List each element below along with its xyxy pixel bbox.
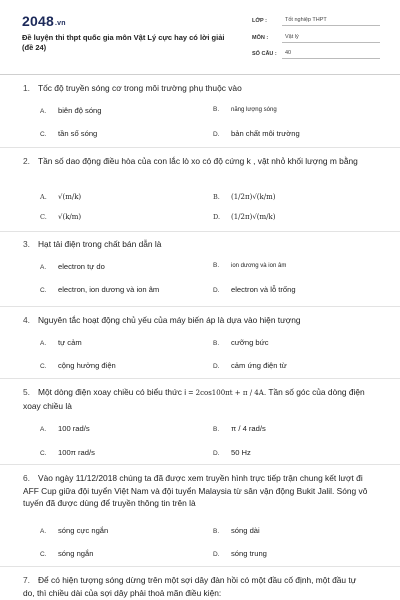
- option-a[interactable]: A. sóng cực ngắn: [40, 526, 109, 535]
- option-a[interactable]: A. tự cảm: [40, 338, 82, 347]
- question-text: 3. Hạt tải điện trong chất bán dẫn là: [23, 239, 162, 249]
- option-b[interactable]: B. ion dương và ion âm: [213, 262, 287, 269]
- document-meta: [252, 12, 380, 62]
- option-c[interactable]: C. √(k/m): [40, 213, 82, 221]
- question-text: 6. Vào ngày 11/12/2018 chúng ta đã được xem truyền hình trực tiếp trận chung kết lượt đi AFF Cup giữa đội tuyển Việt Nam và đội tuyển Malaysia từ sân vận động Bukit Jalil. Sóng vô tuyến đã được dùng để truyền thông tin trên là: [23, 473, 368, 508]
- divider: [0, 566, 400, 567]
- divider: [0, 147, 400, 148]
- meta-class: LỚP : Tốt nghiệp THPT: [252, 12, 380, 26]
- option-b[interactable]: B. sóng dài: [213, 526, 260, 535]
- option-a[interactable]: A. 100 rad/s: [40, 424, 90, 433]
- document-title: Đề luyện thi thpt quốc gia môn Vật Lý cực hay có lời giải (đề 24): [22, 33, 225, 52]
- divider: [0, 231, 400, 232]
- option-b[interactable]: B. (1/2π)√(k/m): [213, 193, 276, 201]
- question-text: 4. Nguyên tắc hoạt động chủ yếu của máy biến áp là dựa vào hiện tượng: [23, 315, 301, 325]
- option-b[interactable]: B. π / 4 rad/s: [213, 424, 266, 433]
- site-logo[interactable]: 2048.vn: [22, 13, 66, 29]
- question-text: 1. Tốc độ truyền sóng cơ trong môi trường phụ thuộc vào: [23, 83, 242, 93]
- meta-question-count: SỐ CÂU : 40: [252, 45, 380, 59]
- option-c[interactable]: C. 100π rad/s: [40, 448, 95, 457]
- question-text: 7. Để có hiện tượng sóng dừng trên một sợi dây đàn hồi có một đầu cố định, một đầu tự do, thì chiều dài của sợi dây phải thoả mãn điều kiện:: [23, 575, 357, 598]
- divider: [0, 464, 400, 465]
- option-c[interactable]: C. sóng ngắn: [40, 549, 94, 558]
- meta-subject: MÔN : Vật lý: [252, 29, 380, 43]
- option-d[interactable]: D. bản chất môi trường: [213, 129, 300, 138]
- current-expression: 2cos100πt + π / 4A: [195, 389, 264, 397]
- option-d[interactable]: D. cảm ứng điện từ: [213, 361, 287, 370]
- divider: [0, 378, 400, 379]
- page-header: [0, 0, 400, 75]
- option-b[interactable]: B. cưỡng bức: [213, 338, 269, 347]
- option-a[interactable]: A. electron tự do: [40, 262, 105, 271]
- option-d[interactable]: D. 50 Hz: [213, 448, 251, 457]
- option-d[interactable]: D. sóng trung: [213, 549, 267, 558]
- option-c[interactable]: C. electron, ion dương và ion âm: [40, 285, 160, 294]
- question-text: 5. Một dòng điện xoay chiều có biểu thức i = 2cos100πt + π / 4A. Tần số góc của dòng điện xoay chiều là: [23, 387, 365, 411]
- divider: [0, 306, 400, 307]
- option-d[interactable]: D. electron và lỗ trống: [213, 285, 296, 294]
- option-c[interactable]: C. tần số sóng: [40, 129, 98, 138]
- option-a[interactable]: A. biên độ sóng: [40, 106, 102, 115]
- option-c[interactable]: C. cộng hưởng điện: [40, 361, 116, 370]
- option-b[interactable]: B. năng lượng sóng: [213, 106, 277, 113]
- option-a[interactable]: A. √(m/k): [40, 193, 82, 201]
- question-text: 2. Tần số dao động điều hòa của con lắc lò xo có độ cứng k , vật nhỏ khối lượng m bằng: [23, 156, 358, 166]
- option-d[interactable]: D. (1/2π)√(m/k): [213, 213, 276, 221]
